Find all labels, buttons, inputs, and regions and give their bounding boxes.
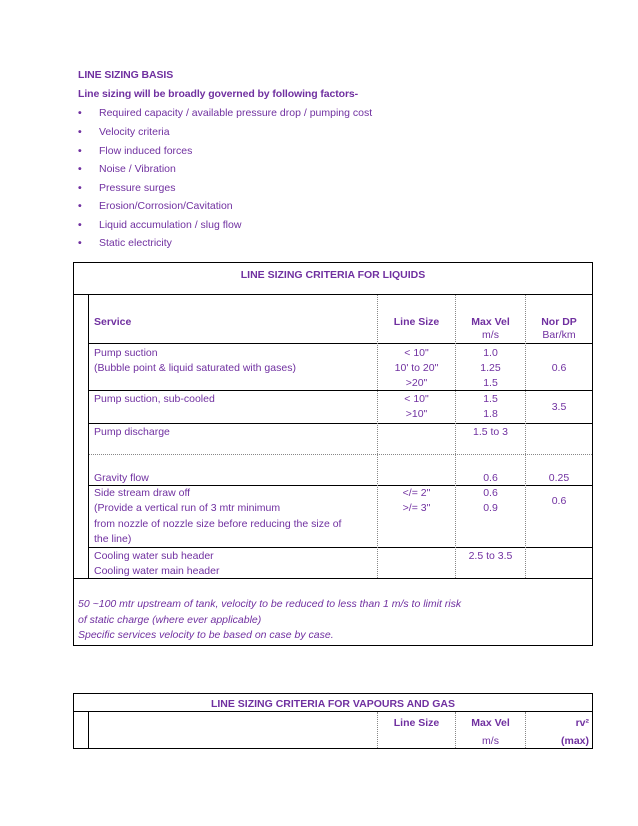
header-max-vel-unit: m/s	[482, 329, 499, 341]
header-nor-dp-unit: Bar/km	[542, 329, 576, 341]
table-divider	[88, 295, 89, 578]
cell-line-size: >20"	[405, 377, 428, 389]
cell-max-vel: 1.0	[483, 347, 498, 359]
cell-max-vel: 1.5	[483, 377, 498, 389]
table-border	[73, 645, 593, 646]
table-border	[73, 262, 593, 263]
cell-nor-dp: 0.6	[551, 495, 567, 507]
cell-service: Cooling water main header	[94, 565, 220, 577]
table-note: 50 ~100 mtr upstream of tank, velocity to be reduced to less than 1 m/s to limit risk	[78, 598, 462, 610]
bullet: •	[78, 163, 82, 175]
cell-max-vel: 0.6	[483, 487, 498, 499]
header-rv2: rv²	[575, 717, 589, 729]
cell-max-vel: 1.5 to 3	[472, 426, 509, 438]
table-border	[73, 748, 593, 749]
header-max-vel-unit: m/s	[482, 735, 499, 747]
cell-service: Pump suction	[94, 347, 158, 359]
table-divider	[89, 547, 592, 548]
table-title: LINE SIZING CRITERIA FOR LIQUIDS	[240, 269, 426, 281]
bullet: •	[78, 219, 82, 231]
cell-nor-dp: 3.5	[551, 401, 567, 413]
table-border	[73, 262, 74, 646]
table-title: LINE SIZING CRITERIA FOR VAPOURS AND GAS	[210, 698, 456, 710]
table-divider	[88, 712, 89, 748]
section-subtitle: Line sizing will be broadly governed by following factors-	[78, 88, 359, 100]
header-line-size: Line Size	[393, 316, 440, 328]
cell-max-vel: 1.5	[483, 393, 498, 405]
cell-service: (Bubble point & liquid saturated with gases)	[94, 362, 296, 374]
cell-line-size: >/= 3"	[402, 502, 431, 514]
table-divider	[89, 390, 592, 391]
cell-max-vel: 2.5 to 3.5	[468, 550, 513, 562]
header-max-vel: Max Vel	[471, 316, 510, 328]
cell-line-size: < 10"	[404, 347, 429, 359]
cell-line-size: </= 2"	[402, 487, 431, 499]
cell-service: the line)	[94, 533, 132, 545]
table-divider	[89, 423, 592, 424]
bullet: •	[78, 237, 82, 249]
cell-line-size: < 10"	[404, 393, 429, 405]
header-service: Service	[94, 316, 132, 328]
table-divider	[89, 343, 592, 344]
cell-service: Pump suction, sub-cooled	[94, 393, 215, 405]
row-divider	[89, 454, 592, 455]
bullet: •	[78, 145, 82, 157]
cell-service: Cooling water sub header	[94, 550, 214, 562]
table-border	[592, 262, 593, 646]
document-page: LINE SIZING BASIS Line sizing will be broadly governed by following factors- • Required capacity / available pressure drop / pumping cost • Velocity criteria • Flow induced forces • Noise / Vibration • Pressure surges • Erosion/Corrosion/Cavitation • Liquid accumulation / slug flow • Static electricity LINE SIZING CRITERIA FOR LIQUIDS Service Line Size Max Vel m/s Nor DP Bar/km Pump suction (Bubble point & liquid saturated with gases) < 10" 10' to 20" >20" 1.0 1.25 1.5 0.6 Pump suction, sub-cooled < 10" >10" 1.5 1.8 3.5 Pump discharge 1.5 to 3 Gravity flow 0.6 0.25 Side stream draw off (Provide a vertical run of 3 mtr minimum from nozzle of nozzle size before reducing the size of the line) </= 2" >/= 3" 0.6 0.9 0.6 Cooling water sub header Cooling water main header 2.5 to 3.5 50 ~100 mtr upstream of tank, velocity to be reduced to less than 1 m/s to limit risk of static charge (where ever applicable) Specific services velocity to be based on case by case. LINE SIZING CRITERIA FOR VAPOURS AND GAS Line Size Max Vel m/s rv² (max)	[0, 0, 638, 826]
cell-nor-dp: 0.25	[548, 472, 570, 484]
table-divider	[73, 711, 593, 712]
cell-service: from nozzle of nozzle size before reducing the size of	[94, 518, 342, 530]
table-divider	[73, 578, 593, 579]
cell-max-vel: 0.9	[483, 502, 498, 514]
cell-max-vel: 1.25	[480, 362, 501, 374]
column-divider	[377, 295, 378, 578]
bullet: •	[78, 107, 82, 119]
cell-service: (Provide a vertical run of 3 mtr minimum	[94, 502, 281, 514]
table-border	[73, 693, 593, 694]
header-rv2-unit: (max)	[560, 735, 589, 747]
cell-service: Pump discharge	[94, 426, 170, 438]
section-title: LINE SIZING BASIS	[78, 69, 174, 81]
cell-max-vel: 1.8	[483, 408, 498, 420]
column-divider	[525, 712, 526, 748]
cell-max-vel: 0.6	[483, 472, 498, 484]
table-divider	[73, 294, 593, 295]
bullet: •	[78, 126, 82, 138]
cell-nor-dp: 0.6	[551, 362, 567, 374]
cell-line-size: 10' to 20"	[394, 362, 439, 374]
header-nor-dp: Nor DP	[541, 316, 577, 328]
table-note: Specific services velocity to be based on case by case.	[78, 629, 334, 641]
bullet: •	[78, 182, 82, 194]
table-border	[592, 693, 593, 749]
bullet: •	[78, 200, 82, 212]
header-max-vel: Max Vel	[471, 717, 510, 729]
table-note: of static charge (where ever applicable)	[78, 614, 262, 626]
header-line-size: Line Size	[393, 717, 440, 729]
cell-service: Side stream draw off	[94, 487, 191, 499]
cell-service: Gravity flow	[94, 472, 149, 484]
cell-line-size: >10"	[405, 408, 428, 420]
